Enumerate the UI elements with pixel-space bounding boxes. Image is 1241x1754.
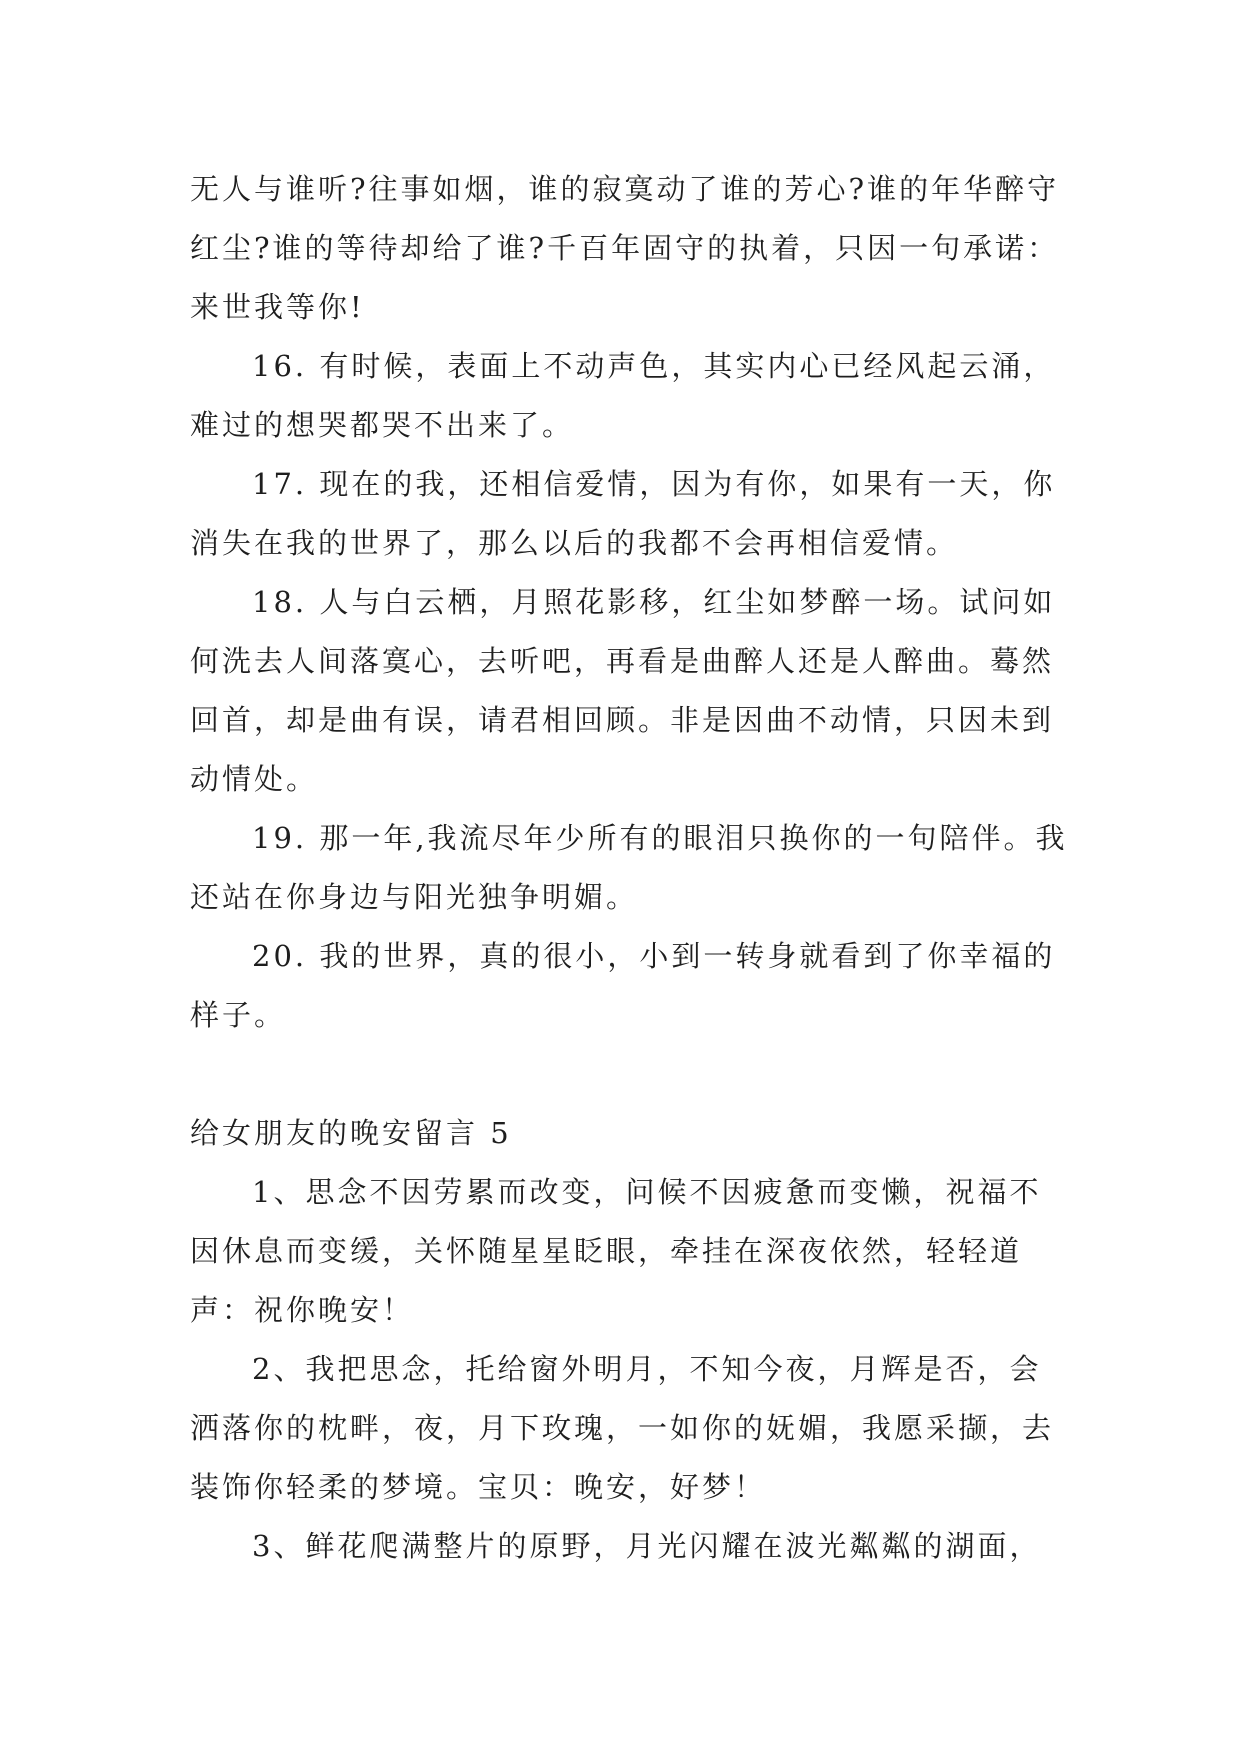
paragraph-item-1: 1、思念不因劳累而改变，问候不因疲惫而变懒，祝福不因休息而变缓，关怀随星星眨眼，牵挂在深夜依然，轻轻道声：祝你晚安！ (190, 1175, 1042, 1327)
paragraph-item-20: 20. 我的世界，真的很小，小到一转身就看到了你幸福的样子。 (190, 939, 1056, 1032)
section-title: 给女朋友的晚安留言 5 (190, 1116, 512, 1150)
section-spacer (190, 1045, 1070, 1104)
paragraph-continuation: 无人与谁听?往事如烟，谁的寂寞动了谁的芳心?谁的年华醉守红尘?谁的等待却给了谁?千百年固守的执着，只因一句承诺：来世我等你! (190, 172, 1060, 324)
paragraph-item-17: 17. 现在的我，还相信爱情，因为有你，如果有一天，你消失在我的世界了，那么以后的我都不会再相信爱情。 (190, 467, 1056, 560)
paragraph-item-19: 19. 那一年,我流尽年少所有的眼泪只换你的一句陪伴。我还站在你身边与阳光独争明媚。 (190, 821, 1068, 914)
paragraph-item-2: 2、我把思念，托给窗外明月，不知今夜，月辉是否，会洒落你的枕畔，夜，月下玫瑰，一如你的妩媚，我愿采撷，去装饰你轻柔的梦境。宝贝：晚安，好梦！ (190, 1352, 1055, 1504)
paragraph-item-3: 3、鲜花爬满整片的原野，月光闪耀在波光粼粼的湖面， (252, 1529, 1042, 1563)
paragraph-item-16: 16. 有时候，表面上不动声色，其实内心已经风起云涌，难过的想哭都哭不出来了。 (190, 349, 1056, 442)
paragraph-item-18: 18. 人与白云栖，月照花影移，红尘如梦醉一场。试问如何洗去人间落寞心，去听吧，再看是曲醉人还是人醉曲。蓦然回首，却是曲有误，请君相回顾。非是因曲不动情，只因未到动情处。 (190, 585, 1056, 796)
document-body (190, 160, 1070, 1576)
